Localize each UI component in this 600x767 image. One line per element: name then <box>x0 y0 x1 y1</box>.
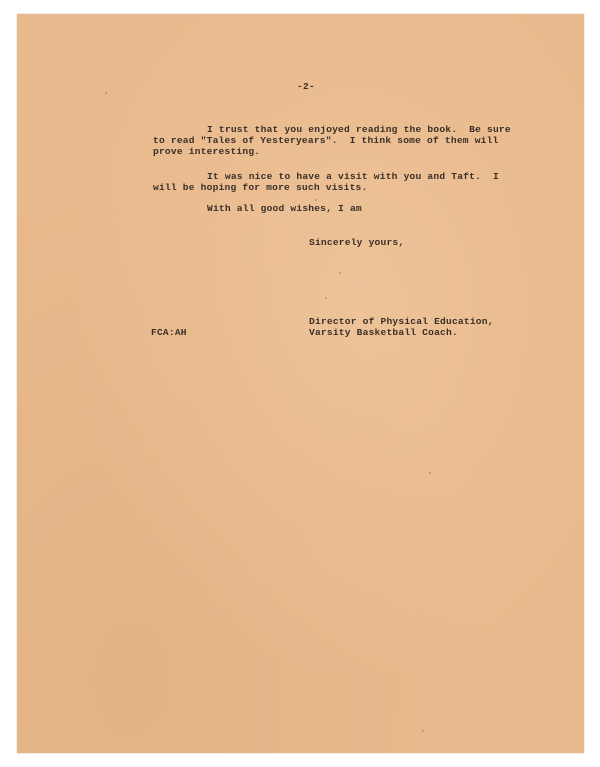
paragraph-2-line-1: It was nice to have a visit with you and Taft. I <box>207 171 499 182</box>
paper-speck <box>339 272 341 274</box>
paper-speck <box>105 92 107 94</box>
signoff: Sincerely yours, <box>309 237 405 248</box>
typist-initials: FCA:AH <box>151 327 187 338</box>
paragraph-1-line-3: prove interesting. <box>153 146 261 157</box>
paragraph-1-line-1: I trust that you enjoyed reading the book. Be sure <box>207 124 511 135</box>
closing-line: With all good wishes, I am <box>207 203 362 214</box>
paper-speck <box>325 297 327 299</box>
paragraph-2-line-2: will be hoping for more such visits. <box>153 182 368 193</box>
letter-page <box>17 14 584 753</box>
page-number: -2- <box>297 81 315 92</box>
signature-title-line-2: Varsity Basketball Coach. <box>309 327 458 338</box>
paper-speck <box>429 472 431 474</box>
paragraph-1-line-2: to read "Tales of Yesteryears". I think some of them will <box>153 135 499 146</box>
signature-title-line-1: Director of Physical Education, <box>309 316 494 327</box>
paper-speck <box>422 730 424 732</box>
paper-speck <box>315 199 317 201</box>
